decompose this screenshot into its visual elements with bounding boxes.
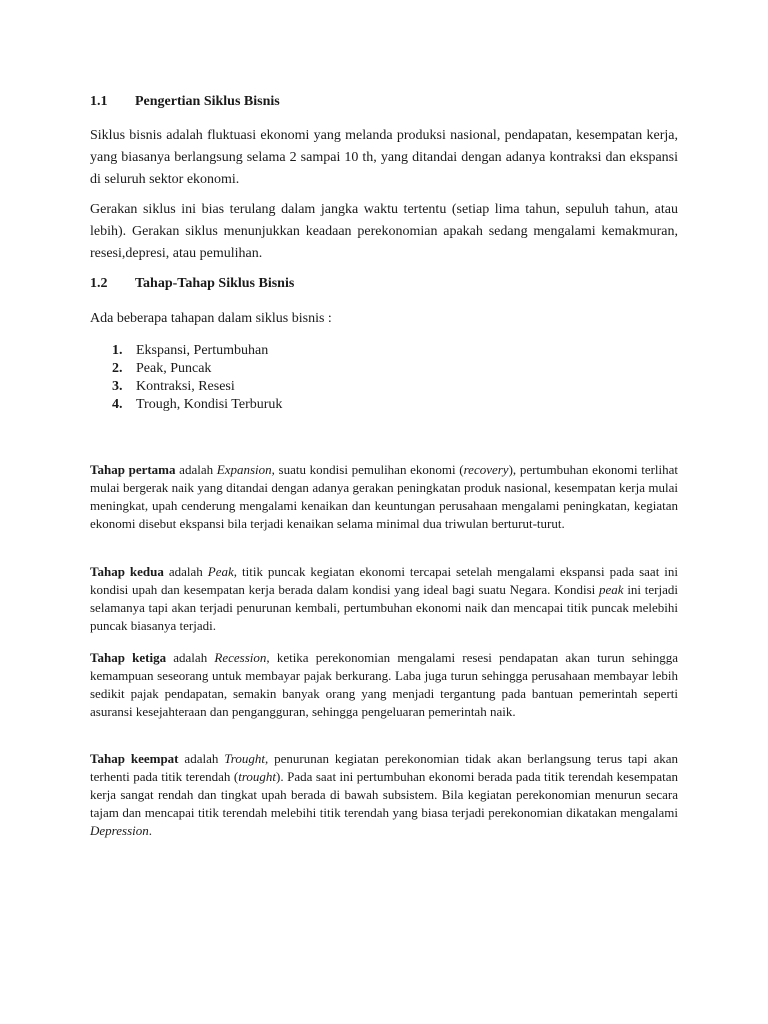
stage-1-text-c: ), pertumbuhan ekonomi terlihat mulai bergerak naik yang ditandai dengan adanya gerakan peningkatan produk nasional, kesempatan kerja mulai meningkat, upah cenderung mengalami kenaikan dan keuntungan perusahaan mengalami peningkatan, kegiatan ekonomi disebut ekspansi bila terjadi kenaikan selama minimal dua triwulan berturut-turut. <box>90 462 679 531</box>
stage-3-text-b: , ketika perekonomian mengalami resesi pendapatan akan turun sehingga kemampuan seseorang untuk membayar pajak berkurang. Laba juga turun sehingga perusahaan membayar lebih sedikit pajak pendapatan, semakin banyak orang yang menjadi tergantung pada bantuan pemerintah seperti asuransi kesejahteraan dan pengangguran, sehingga pengeluaran pemerintah naik. <box>90 650 679 719</box>
stage-4-text-d: . <box>148 823 152 838</box>
list-item-text: Ekspansi, Pertumbuhan <box>136 343 269 358</box>
stage-4-term: Trought <box>224 751 265 766</box>
section-1-title: Pengertian Siklus Bisnis <box>135 94 280 109</box>
list-item <box>90 396 678 414</box>
stage-4-term-3: Depression <box>90 823 149 838</box>
stage-3-lead: Tahap ketiga <box>90 650 167 665</box>
stage-1-term-2: recovery <box>463 462 509 477</box>
list-item-number: 1. <box>112 343 123 358</box>
stage-1-text-b: suatu kondisi pemulihan ekonomi ( <box>274 462 464 477</box>
stage-4-text-a: adalah <box>178 751 225 766</box>
stage-3-term: Recession <box>214 650 267 665</box>
list-item-text: Peak, Puncak <box>136 361 212 376</box>
list-item-text: Trough, Kondisi Terburuk <box>136 397 283 412</box>
stage-1-term: Expansion, <box>216 462 275 477</box>
section-1-number: 1.1 <box>90 94 108 109</box>
stage-3-text-a: adalah <box>166 650 215 665</box>
section-1-paragraph-2: Gerakan siklus ini bias terulang dalam jangka waktu tertentu (setiap lima tahun, sepuluh tahun, atau lebih). Gerakan siklus menunjukkan keadaan perekonomian apakah sedang mengalami kemakmuran, resesi,depresi, atau pemulihan. <box>90 202 678 261</box>
stage-1-lead: Tahap pertama <box>90 462 176 477</box>
list-item-number: 2. <box>112 361 123 376</box>
stage-2-text-c: ini terjadi selamanya tapi akan terjadi penurunan kembali, pertumbuhan ekonomi naik dan mencapai titik puncak melebihi puncak biasanya terjadi. <box>90 582 678 633</box>
stage-2-paragraph <box>90 563 678 635</box>
section-2-heading <box>90 276 678 292</box>
list-item <box>90 360 678 378</box>
stage-4-lead: Tahap keempat <box>90 751 179 766</box>
section-2-intro: Ada beberapa tahapan dalam siklus bisnis : <box>90 311 332 326</box>
list-item <box>90 342 678 360</box>
list-item <box>90 378 678 396</box>
stage-4-text-c: ). Pada saat ini pertumbuhan ekonomi berada pada titik terendah kesempatan kerja sangat rendah dan tingkat upah berada di bawah subsistem. Bila kegiatan perekonomian menurun secara tajam dan mencapai titik terendah melebihi titik terendah yang biasa terjadi perekonomian dikatakan mengalami <box>90 769 678 820</box>
stage-2-lead: Tahap kedua <box>90 564 164 579</box>
stage-4-term-2: trought <box>238 769 277 784</box>
stage-2-text-b: , titik puncak kegiatan ekonomi tercapai setelah mengalami ekspansi pada saat ini kondisi upah dan kesempatan kerja berada dalam kondisi yang ideal bagi suatu Negara. Kondisi <box>90 564 679 597</box>
stage-3-paragraph <box>90 649 678 721</box>
section-2-title: Tahap-Tahap Siklus Bisnis <box>135 276 295 291</box>
stage-4-paragraph <box>90 750 678 840</box>
list-item-text: Kontraksi, Resesi <box>136 379 235 394</box>
list-item-number: 3. <box>112 379 123 394</box>
list-item-number: 4. <box>112 397 123 412</box>
stage-4-text-b: , penurunan kegiatan perekonomian tidak akan berlangsung terus tapi akan terhenti pada titik terendah ( <box>90 751 678 784</box>
stage-2-text-a: adalah <box>163 564 208 579</box>
stage-list <box>90 342 678 414</box>
section-2-number: 1.2 <box>90 276 108 291</box>
stage-1-text-a: adalah <box>175 462 217 477</box>
stage-2-term: Peak <box>207 564 234 579</box>
stage-2-term-2: peak <box>599 582 624 597</box>
stage-1-paragraph <box>90 461 678 533</box>
section-1-heading <box>90 94 678 110</box>
section-1-paragraph-1: Siklus bisnis adalah fluktuasi ekonomi yang melanda produksi nasional, pendapatan, kesempatan kerja, yang biasanya berlangsung selama 2 sampai 10 th, yang ditandai dengan adanya kontraksi dan ekspansi di seluruh sektor ekonomi. <box>90 128 678 187</box>
